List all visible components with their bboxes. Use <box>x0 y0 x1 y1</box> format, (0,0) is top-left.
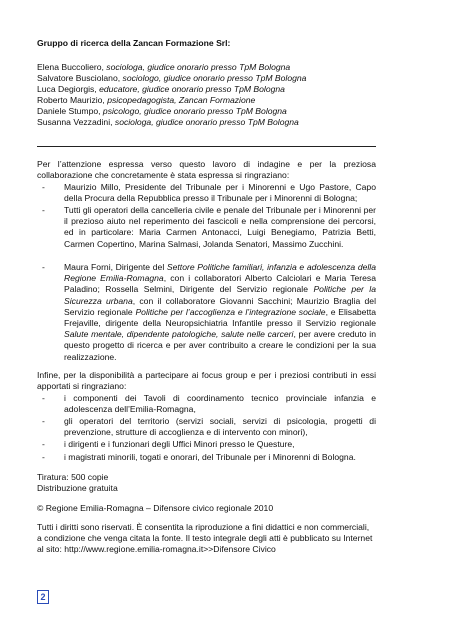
thanks-item: Maura Forni, Dirigente del Settore Politiche familiari, infanzia e adolescenza della Regione Emilia-Romagna, con i collaboratori Alberto Calciolari e Maria Teresa Paladino; Rossella Selmini, Dirigente del Servizio regionale Politiche per la Sicurezza urbana, con il collaboratore Giovanni Sacchini; Maurizio Braglia del Servizio regionale Politiche per l’accoglienza e l’integrazione sociale, e Elisabetta Frejaville, dirigente della Neuropsichiatria Infantile presso il Servizio regionale Salute mentale, dipendente patologiche, salute nelle carceri, per avere creduto in questo progetto di ricerca e per aver contribuito a creare le condizioni per la sua realizzazione. <box>64 262 376 362</box>
thanks-item: Tutti gli operatori della cancelleria civile e penale del Tribunale per i Minorenni per il prezioso aiuto nel reperimento dei fascicoli e nella comprensione dei percorsi, ed in particolare: Maria Carmen Antonacci, Luigi Benegiamo, Patrizia Betti, Carmen Copertino, Marina Salmasi, Jolanda Senatori, Massimo Zucchini. <box>64 205 376 249</box>
list-bullet: - <box>42 439 45 449</box>
list-bullet: - <box>42 452 45 462</box>
focus-item: i magistrati minorili, togati e onorari, del Tribunale per i Minorenni di Bologna. <box>64 452 356 462</box>
page-number: 2 <box>37 590 49 604</box>
rights-line: al sito: http://www.regione.emilia-romagna.it>>Difensore Civico <box>37 544 276 554</box>
list-bullet: - <box>42 416 45 426</box>
team-member: Luca Degiorgis, educatore, giudice onorario presso TpM Bologna <box>37 84 285 94</box>
list-bullet: - <box>42 205 45 215</box>
list-bullet: - <box>42 182 45 192</box>
rights-line: a condizione che venga citata la fonte. Il testo integrale degli atti è pubblicato su Internet <box>37 533 373 543</box>
focus-item: i componenti dei Tavoli di coordinamento tecnico provinciale infanzia e adolescenza dell’Emilia-Romagna, <box>64 393 376 415</box>
thanks-intro-line: collaborazione che concretamente è stata espressa si ringraziano: <box>37 170 290 180</box>
print-run: Tiratura: 500 copie <box>37 472 109 482</box>
team-member: Roberto Maurizio, psicopedagogista, Zancan Formazione <box>37 95 256 105</box>
thanks-item: Maurizio Millo, Presidente del Tribunale per i Minorenni e Ugo Pastore, Capo della Procura della Repubblica presso il Tribunale per i Minorenni di Bologna; <box>64 182 376 204</box>
focus-intro-line: Infine, per la disponibilità a partecipare ai focus group e per i preziosi contributi in essi <box>37 370 376 380</box>
rights-line: Tutti i diritti sono riservati. È consentita la riproduzione a fini didattici e non commerciali, <box>37 522 370 532</box>
distribution-note: Distribuzione gratuita <box>37 483 118 493</box>
focus-item: gli operatori del territorio (servizi sociali, servizi di psicologia, progetti di prevenzione, strutture di accoglienza e di intervento con minori), <box>64 416 376 438</box>
research-group-heading: Gruppo di ricerca della Zancan Formazione Srl: <box>37 38 231 48</box>
list-bullet: - <box>42 393 45 403</box>
focus-intro-line: apportati si ringraziano: <box>37 381 127 391</box>
team-member: Elena Buccoliero, sociologa, giudice onorario presso TpM Bologna <box>37 62 291 72</box>
team-member: Daniele Stumpo, psicologo, giudice onorario presso TpM Bologna <box>37 106 287 116</box>
thanks-intro-line: Per l’attenzione espressa verso questo lavoro di indagine e per la preziosa <box>37 159 376 169</box>
focus-item: i dirigenti e i funzionari degli Uffici Minori presso le Questure, <box>64 439 295 449</box>
copyright-line: © Regione Emilia-Romagna – Difensore civico regionale 2010 <box>37 503 274 513</box>
section-divider <box>37 146 376 147</box>
team-member: Salvatore Busciolano, sociologo, giudice onorario presso TpM Bologna <box>37 73 307 83</box>
list-bullet: - <box>42 262 45 272</box>
team-member: Susanna Vezzadini, sociologa, giudice onorario presso TpM Bologna <box>37 117 299 127</box>
